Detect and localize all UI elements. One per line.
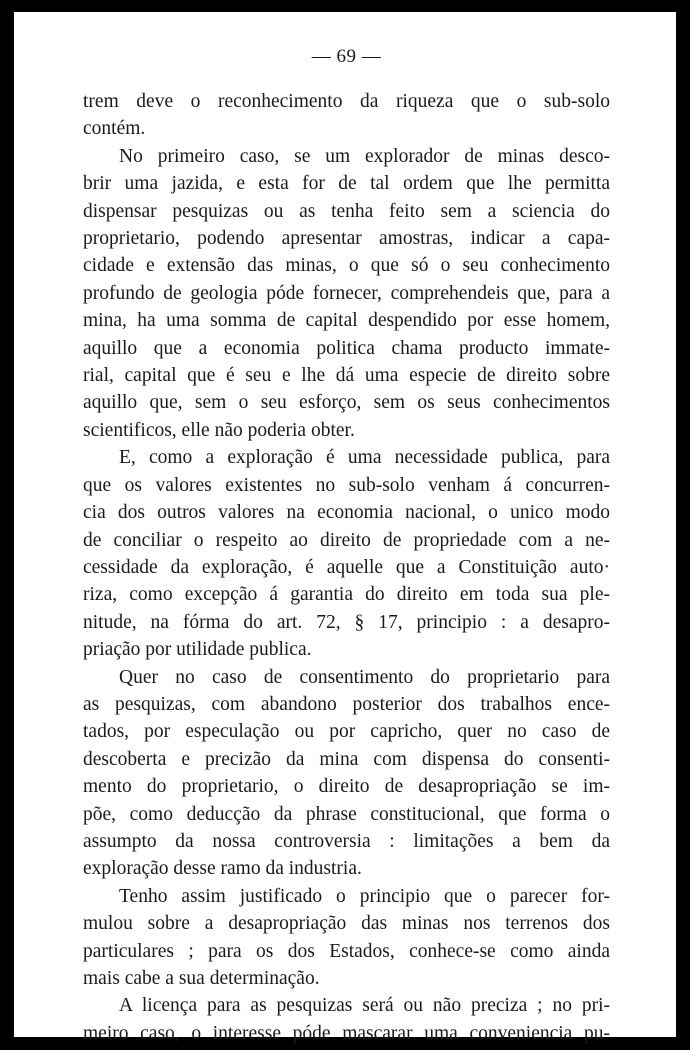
text-line: trem deve o reconhecimento da riqueza que o sub-solo bbox=[83, 91, 610, 112]
text-line: Quer no caso de consentimento do proprietario para bbox=[119, 666, 610, 688]
page-number: — 69 — bbox=[311, 46, 382, 67]
text-line: as pesquizas, com abandono posterior dos trabalhos ence- bbox=[83, 693, 610, 715]
text-line: exploração desse ramo da industria. bbox=[83, 858, 362, 880]
text-line: E, como a exploração é uma necessidade publica, para bbox=[119, 447, 610, 469]
text-line: cessidade da exploração, é aquelle que a Constituição auto· bbox=[83, 556, 610, 578]
text-line: nitude, na fórma do art. 72, § 17, principio : a desapro- bbox=[83, 611, 610, 633]
paragraph bbox=[83, 664, 610, 883]
body-text bbox=[83, 88, 610, 1047]
paragraph bbox=[83, 444, 610, 663]
text-line: dispensar pesquizas ou as tenha feito sem a sciencia do bbox=[83, 200, 610, 222]
text-line: particulares ; para os dos Estados, conhece-se como ainda bbox=[83, 940, 610, 962]
text-line: A licença para as pesquizas será ou não preciza ; no pri- bbox=[119, 995, 610, 1017]
text-line: mento do proprietario, o direito de desapropriação se im- bbox=[83, 776, 610, 798]
text-line: profundo de geologia póde fornecer, comprehendeis que, para a bbox=[83, 282, 610, 304]
text-line: mais cabe a sua determinação. bbox=[83, 968, 320, 989]
text-line: mina, ha uma somma de capital despendido por esse homem, bbox=[83, 310, 610, 332]
text-line: cidade e extensão das minas, o que só o seu conhecimento bbox=[83, 255, 610, 277]
paragraph bbox=[83, 992, 610, 1047]
text-line: põe, como deducção da phrase constitucional, que forma o bbox=[83, 803, 610, 825]
text-line: aquillo que a economia politica chama producto immate- bbox=[83, 337, 610, 359]
text-line: priação por utilidade publica. bbox=[83, 639, 312, 661]
text-line: aquillo que, sem o seu esforço, sem os seus conhecimentos bbox=[83, 392, 610, 414]
text-line: riza, como excepção á garantia do direito em toda sua ple- bbox=[83, 584, 610, 606]
text-line: meiro caso, o interesse póde mascarar uma conveniencia pu- bbox=[83, 1022, 610, 1044]
text-line: mulou sobre a desapropriação das minas nos terrenos dos bbox=[83, 913, 610, 935]
text-line: que os valores existentes no sub-solo venham á concurren- bbox=[83, 474, 610, 496]
text-line: contém. bbox=[83, 118, 146, 140]
paragraph bbox=[83, 88, 610, 143]
text-line: de conciliar o respeito ao direito de propriedade com a ne- bbox=[83, 529, 610, 551]
text-line: brir uma jazida, e esta for de tal ordem que lhe permitta bbox=[83, 173, 610, 195]
text-line: rial, capital que é seu e lhe dá uma especie de direito sobre bbox=[83, 365, 610, 387]
paragraph bbox=[83, 883, 610, 993]
book-page bbox=[14, 12, 676, 1044]
text-line: assumpto da nossa controversia : limitações a bem da bbox=[83, 830, 610, 852]
text-line: descoberta e precizão da mina com dispensa do consenti- bbox=[83, 748, 610, 770]
text-line: No primeiro caso, se um explorador de minas desco- bbox=[119, 145, 610, 167]
paragraph bbox=[83, 143, 610, 444]
text-line: proprietario, podendo apresentar amostras, indicar a capa- bbox=[83, 228, 610, 250]
text-line: scientificos, elle não poderia obter. bbox=[83, 419, 355, 441]
text-line: cia dos outros valores na economia nacional, o unico modo bbox=[83, 502, 610, 524]
text-line: tados, por especulação ou por capricho, quer no caso de bbox=[83, 721, 610, 743]
text-line: Tenho assim justificado o principio que o parecer for- bbox=[119, 885, 610, 907]
